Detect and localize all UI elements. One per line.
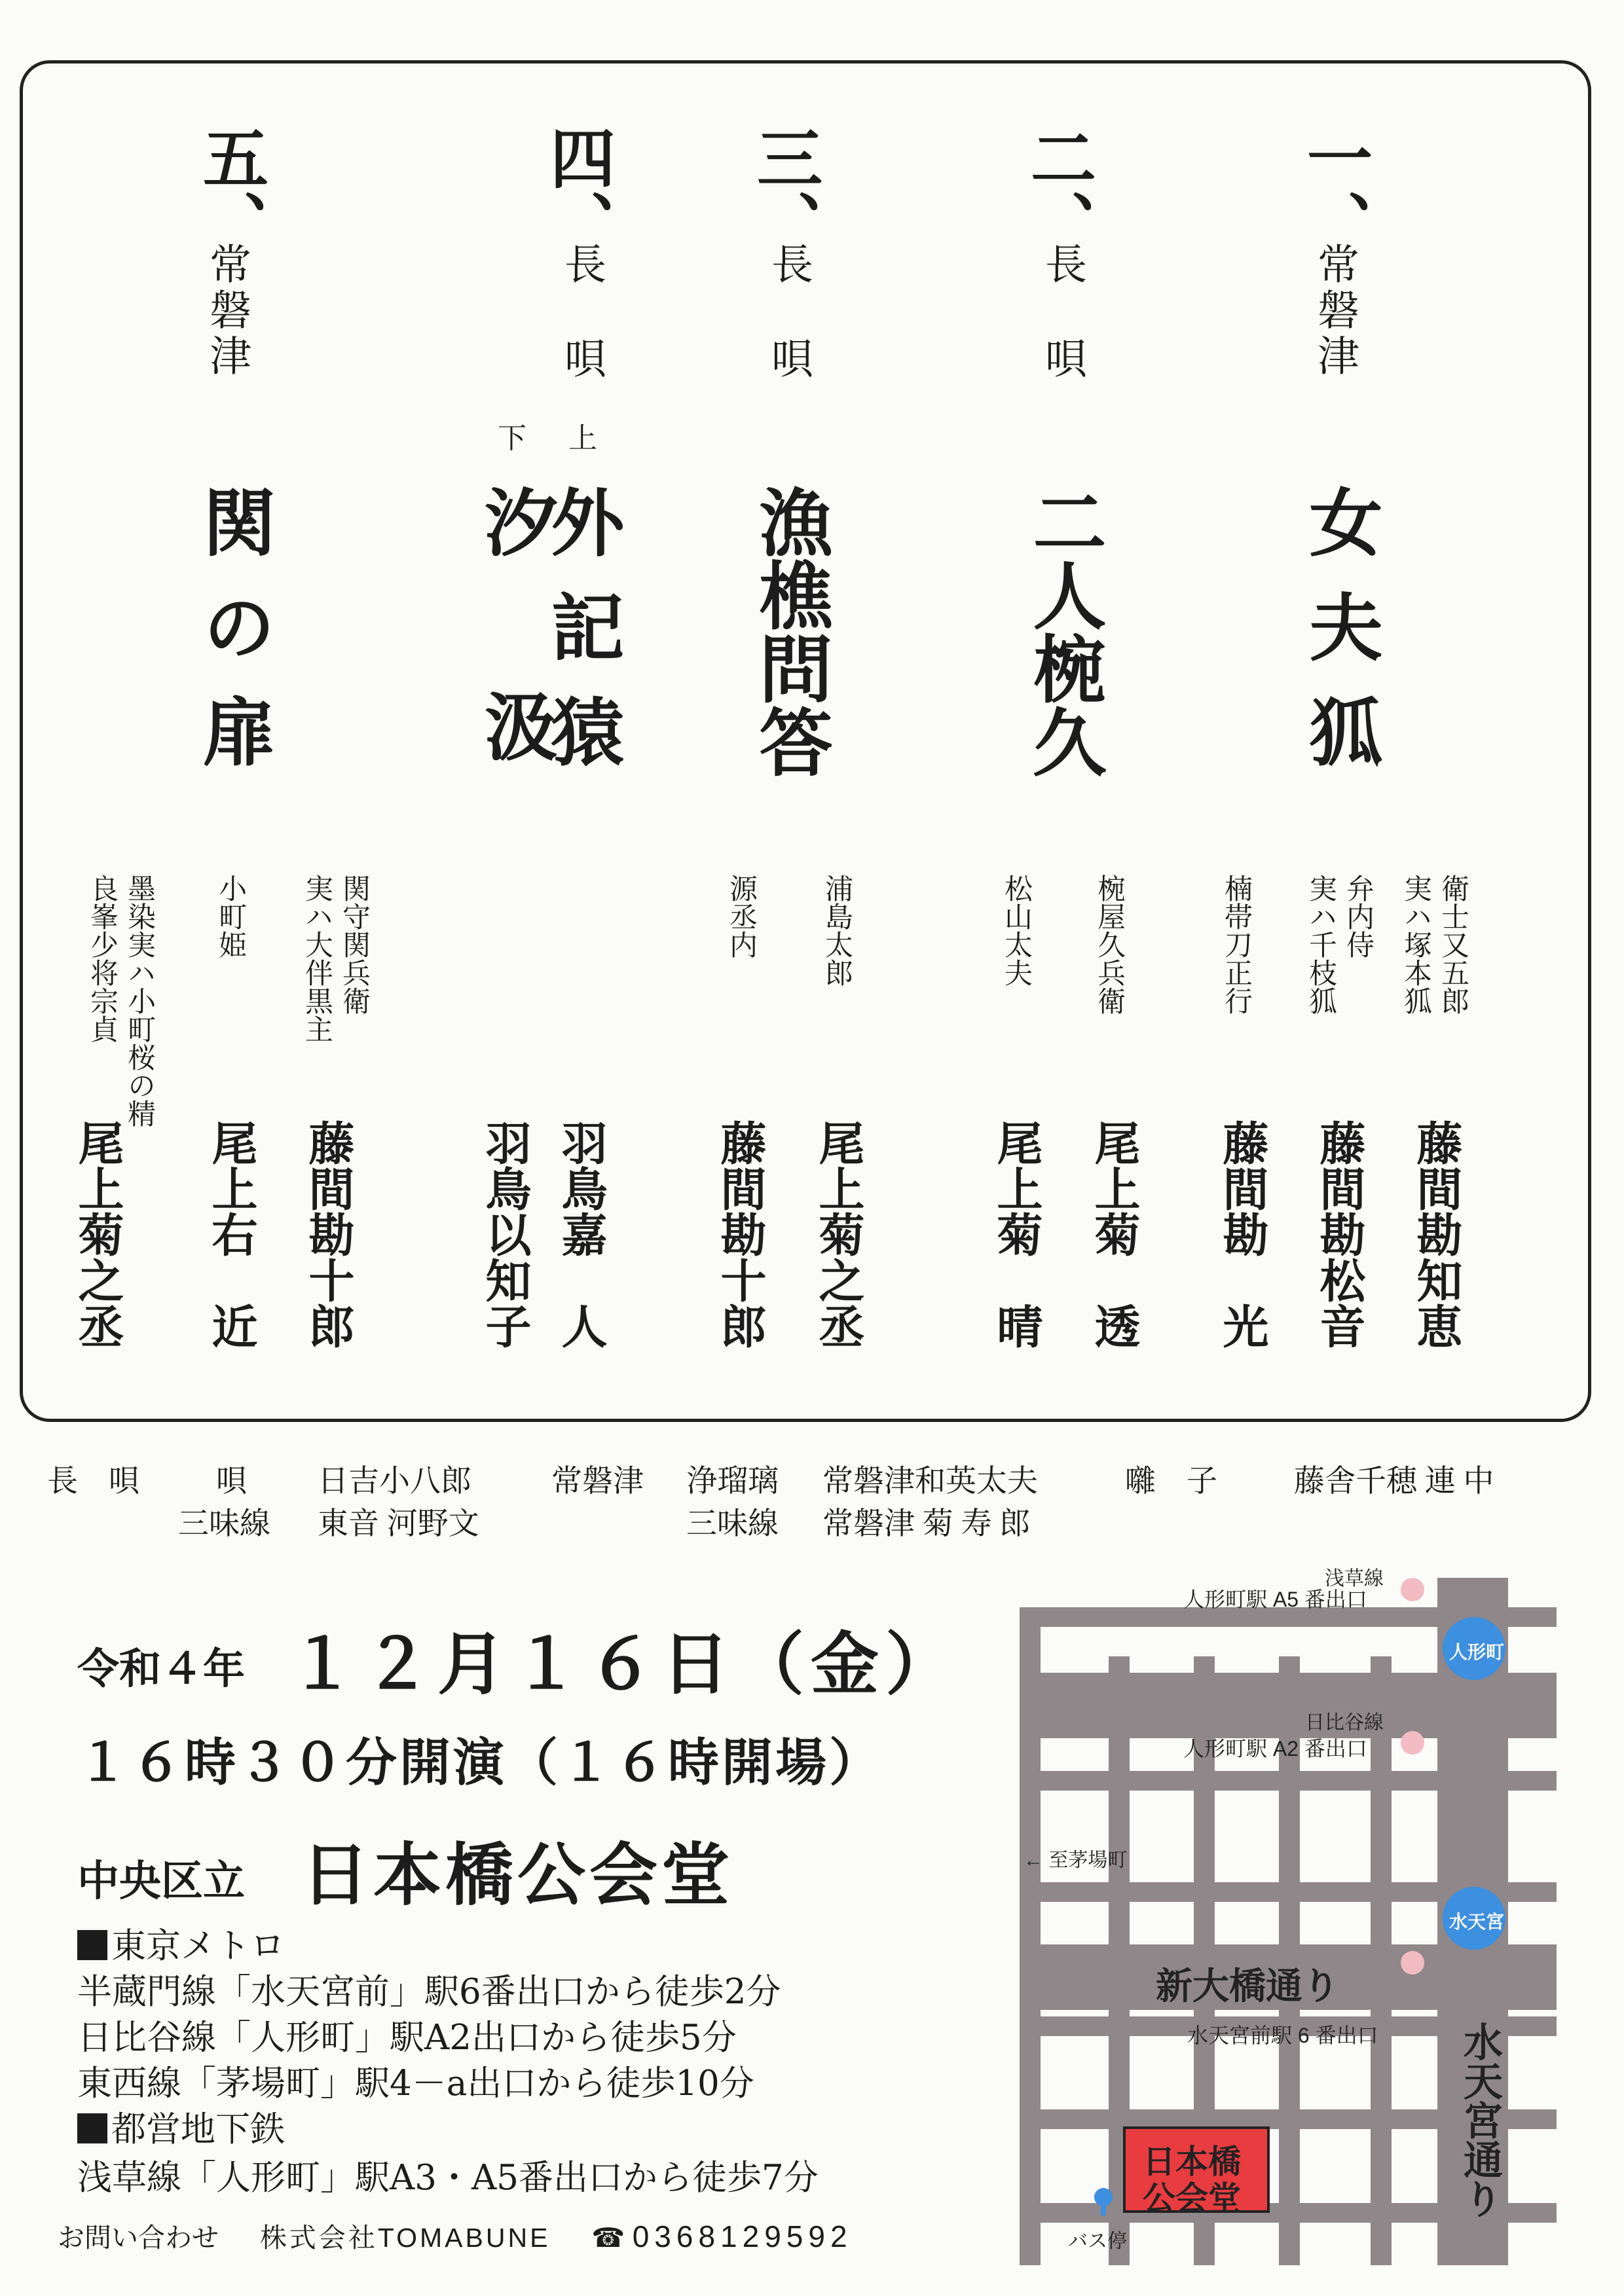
program-2-role-1: 椀屋久兵衛 (1093, 874, 1126, 1015)
program-1-title: 女夫狐 (1297, 484, 1383, 799)
acc-tokiwazu-shamisen-label: 三味線 (686, 1507, 779, 1541)
metro-header-text: 東京メトロ (111, 1926, 285, 1966)
exit-a2-marker (1401, 1731, 1424, 1755)
program-4-title-upper: 外記猿 (539, 484, 625, 799)
acc-nagauta-shamisen: 東音 河野文 (318, 1507, 479, 1541)
program-2-role-2: 松山太夫 (1000, 874, 1033, 987)
phone-icon: ☎ (591, 2223, 625, 2253)
program-2-performer-1: 尾上菊 透 (1087, 1120, 1141, 1349)
acc-tokiwazu-shamisen: 常磐津 菊 寿 郎 (822, 1507, 1031, 1541)
toei-header-text: 都営地下鉄 (111, 2109, 285, 2149)
event-era: 令和４年 (77, 1645, 245, 1694)
program-3-role-2: 源丞内 (725, 874, 758, 958)
program-5-performer-1: 藤間勘十郎 (301, 1120, 356, 1349)
metro-header (77, 1926, 285, 1966)
map-road-shinohashi: 新大橋通り (1156, 1965, 1339, 2007)
contact-company: 株式会社TOMABUNE (259, 2223, 551, 2253)
metro-line-3: 東西線「茅場町」駅4－a出口から徒歩10分 (77, 2064, 754, 2104)
square-bullet-icon (77, 1930, 107, 1960)
event-time: １６時３０分開演（１６時開場） (77, 1733, 883, 1793)
program-1-role-1: 衛士又五郎 実ハ塚本狐 (1399, 874, 1469, 1015)
contact-label: お問い合わせ (58, 2223, 219, 2253)
exit-a5-marker (1401, 1578, 1424, 1601)
acc-nagauta-label: 長 唄 (47, 1465, 139, 1499)
program-4-genre: 長唄 (557, 242, 606, 431)
metro-line-2: 日比谷線「人形町」駅A2出口から徒歩5分 (77, 2018, 737, 2058)
program-3-title: 漁樵問答 (747, 484, 833, 778)
map-exit-a5-line: 浅草線 (1325, 1568, 1384, 1590)
program-5-performer-3: 尾上菊之丞 (71, 1120, 125, 1349)
map-station-suitengu: 水天宮 (1449, 1912, 1505, 1932)
program-3-role-1: 浦島太郎 (821, 874, 853, 987)
program-3-performer-1: 尾上菊之丞 (811, 1120, 866, 1349)
program-5-performer-2: 尾上右 近 (204, 1120, 259, 1349)
metro-line-1: 半蔵門線「水天宮前」駅6番出口から徒歩2分 (77, 1972, 781, 2012)
acc-nagauta-shamisen-label: 三味線 (178, 1507, 270, 1541)
exit-6-marker (1401, 1951, 1424, 1975)
program-1-genre: 常磐津 (1310, 242, 1359, 380)
square-bullet-icon (77, 2113, 107, 2143)
venue-prefix: 中央区立 (77, 1857, 245, 1906)
contact-phone: 0368129592 (632, 2219, 853, 2253)
program-2-number: 二、 (1020, 124, 1097, 255)
acc-tokiwazu-joruri-label: 浄瑠璃 (686, 1465, 779, 1499)
program-5-role-2: 小町姫 (214, 874, 247, 958)
program-1-number: 一、 (1296, 124, 1373, 255)
program-4-upper-label: 上 (568, 422, 597, 455)
map-to-kayabacho: ← 至茅場町 (1024, 1850, 1128, 1871)
event-date: １２月１６日（金） (288, 1624, 961, 1704)
program-2-performer-2: 尾上菊 晴 (989, 1120, 1044, 1349)
program-4-title-lower: 汐汲 (472, 484, 558, 893)
acc-tokiwazu-label: 常磐津 (551, 1465, 644, 1499)
program-5-number: 五、 (192, 124, 269, 255)
program-5-title: 関の扉 (191, 484, 276, 799)
map-venue-line2: 公会堂 (1143, 2180, 1241, 2217)
acc-nagauta-uta-label: 唄 (216, 1465, 247, 1499)
venue-name: 日本橋公会堂 (301, 1834, 734, 1915)
contact-line (58, 2216, 853, 2255)
program-4-performer-2: 羽鳥以知子 (478, 1120, 532, 1349)
map-exit-a2: 人形町駅 A2 番出口 (1183, 1737, 1367, 1760)
program-1-role-3: 楠帯刀正行 (1220, 874, 1253, 1015)
program-3-performer-2: 藤間勘十郎 (713, 1120, 767, 1349)
acc-nagauta-uta: 日吉小八郎 (318, 1465, 471, 1499)
program-1-performer-3: 藤間勘 光 (1215, 1120, 1270, 1349)
program-2-genre: 長唄 (1038, 242, 1086, 431)
program-3-number: 三、 (746, 124, 823, 255)
map-exit-a2-line: 日比谷線 (1305, 1712, 1384, 1734)
toei-line-1: 浅草線「人形町」駅A3・A5番出口から徒歩7分 (77, 2158, 819, 2198)
program-2-title: 二人椀久 (1021, 484, 1107, 778)
map-exit-a5: 人形町駅 A5 番出口 (1183, 1588, 1367, 1611)
program-4-performer-1: 羽鳥嘉 人 (554, 1120, 608, 1349)
map-station-ningyocho: 人形町 (1449, 1642, 1505, 1662)
map-bus-stop: バス停 (1068, 2231, 1127, 2252)
program-4-lower-label: 下 (498, 422, 526, 455)
program-3-genre: 長唄 (764, 242, 813, 431)
program-5-role-3: 墨染実ハ小町桜の精 良峯少将宗貞 (86, 874, 156, 1127)
toei-header (77, 2109, 285, 2149)
map-venue-line1: 日本橋 (1143, 2143, 1241, 2180)
program-4-number: 四、 (539, 124, 616, 255)
program-1-performer-1: 藤間勘知恵 (1409, 1120, 1464, 1349)
map-road-suitengu: 水天宮通り (1458, 2022, 1502, 2218)
program-5-role-1: 関守関兵衛 実ハ大伴黒主 (301, 874, 371, 1043)
acc-hayashi-label: 囃 子 (1125, 1465, 1217, 1499)
acc-tokiwazu-joruri: 常磐津和英太夫 (822, 1465, 1038, 1499)
program-1-performer-2: 藤間勘松音 (1312, 1120, 1367, 1349)
map-exit-6: 水天宮前駅 6 番出口 (1187, 2024, 1378, 2047)
program-5-genre: 常磐津 (202, 242, 251, 380)
access-map (1012, 1552, 1588, 2265)
program-1-role-2: 弁内侍 実ハ千枝狐 (1304, 874, 1375, 1015)
acc-hayashi: 藤舎千穂 連 中 (1294, 1465, 1494, 1499)
